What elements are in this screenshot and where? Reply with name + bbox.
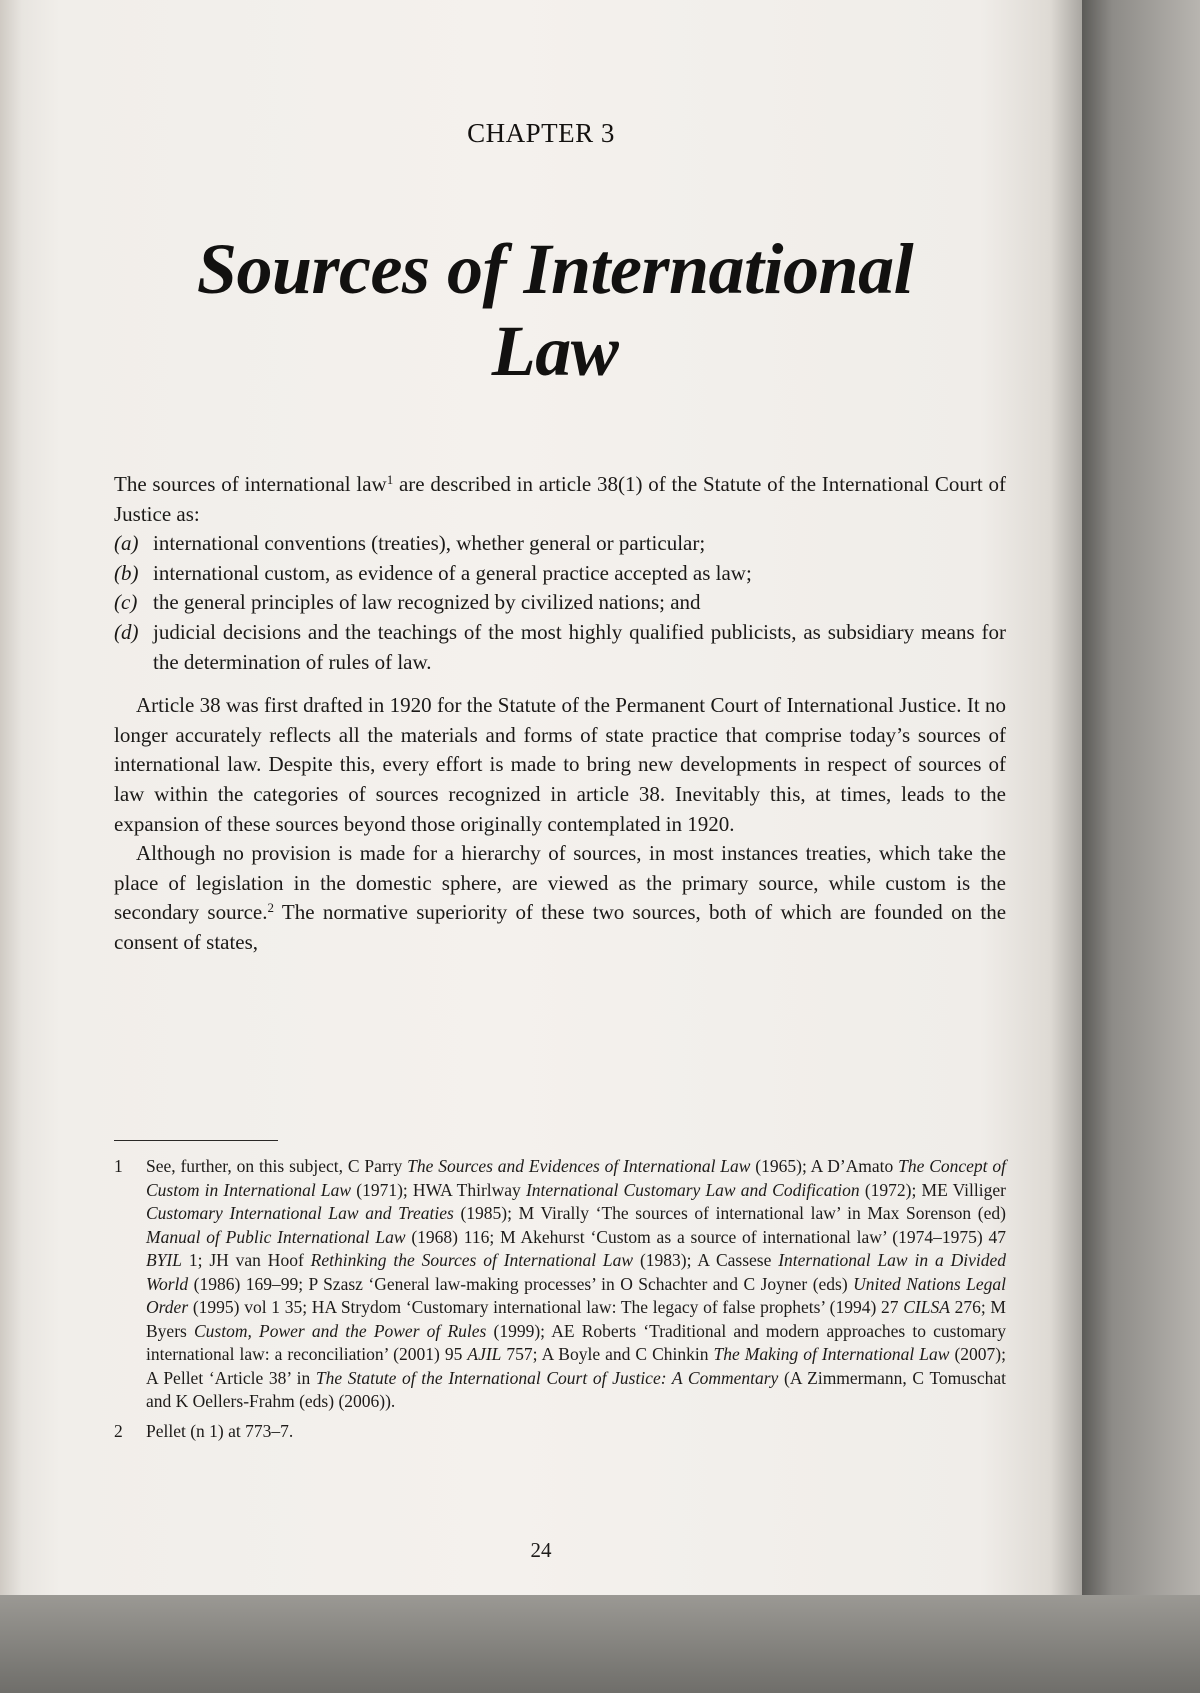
footnote-number: 1 [114, 1156, 123, 1176]
footnote-text-run: (1983); A Cassese [633, 1250, 779, 1270]
footnote-citation-title: Manual of Public International Law [146, 1226, 406, 1247]
footnote-text-run: (2007); A Pellet ‘Article 38’ in [146, 1344, 1006, 1388]
footnote-citation-title: AJIL [467, 1344, 502, 1364]
footnote-text-run: Pellet (n 1) at 773–7. [146, 1420, 294, 1441]
footnote-citation-title: Rethinking the Sources of International Law [310, 1250, 634, 1270]
footnotes [114, 1155, 1006, 1449]
list-marker: (a) [114, 531, 139, 556]
adjacent-page-edge [1082, 0, 1200, 1693]
list-marker: (d) [114, 619, 139, 644]
page-number: 24 [530, 1538, 552, 1562]
intro-paragraph [114, 470, 1006, 529]
footnote-text-run: See, further, on this subject, C Parry [146, 1156, 408, 1176]
list-item [114, 588, 1006, 618]
footnote-citation-title: The Statute of the International Court of Justice: A Commentary [315, 1367, 779, 1388]
footnote-citation-title: Customary International Law and Treaties [146, 1203, 454, 1223]
sources-list [114, 529, 1006, 677]
footnote-citation-title: The Concept of Custom in International Law [146, 1156, 1006, 1200]
footnote-text [146, 1421, 293, 1441]
chapter-title: Sources of International Law [196, 229, 914, 391]
footnote-ref-1[interactable]: 1 [386, 471, 394, 487]
footnote-text-run: (1999); AE Roberts ‘Traditional and modern approaches to customary international law: a reconciliation’ (2001) 95 [146, 1320, 1007, 1364]
list-item-text: international conventions (treaties), whether general or particular; [153, 531, 706, 556]
footnote-text-run: 276; M Byers [146, 1297, 1006, 1341]
footnote-citation-title: International Law in a Divided World [146, 1250, 1006, 1294]
footnote-1 [114, 1155, 1006, 1414]
footnote-citation-title: CILSA [903, 1297, 950, 1317]
footnote-text-run: (1985); M Virally ‘The sources of international law’ in Max Sorenson (ed) [453, 1203, 1006, 1223]
footnote-number: 2 [114, 1420, 123, 1441]
footnote-citation-title: BYIL [146, 1250, 182, 1270]
paragraph-text-cont: The normative superiority of these two sources, both of which are founded on the consent of states, [114, 900, 1007, 954]
footnote-citation-title: The Sources and Evidences of International Law [407, 1156, 751, 1176]
body-text [114, 470, 1006, 958]
footnote-citation-title: Custom, Power and the Power of Rules [194, 1320, 487, 1341]
footnote-text-run: 757; A Boyle and C Chinkin [501, 1344, 714, 1364]
footnote-ref-2[interactable]: 2 [267, 900, 274, 916]
scan-bottom-shadow [0, 1595, 1200, 1693]
footnote-text [146, 1156, 1006, 1411]
footnote-text-run: (1965); A D’Amato [750, 1156, 899, 1176]
footnote-text-run: (1968) 116; M Akehurst ‘Custom as a source of international law’ (1974–1975) 47 [405, 1226, 1007, 1247]
intro-text-cont: are described in article 38(1) of the Statute of the International Court of Justice as: [114, 472, 1006, 526]
paragraph-hierarchy [114, 839, 1006, 957]
paragraph-text: Although no provision is made for a hierarchy of sources, in most instances treaties, which take the place of legislation in the domestic sphere, are viewed as the primary source, while custom is the secondary source. [114, 841, 1006, 925]
list-marker: (c) [114, 590, 138, 615]
list-item [114, 529, 1006, 559]
footnote-text-run: (A Zimmermann, C Tomuschat and K Oellers-Frahm (eds) (2006)). [146, 1367, 1006, 1411]
footnote-divider [114, 1140, 278, 1141]
list-item [114, 618, 1006, 677]
list-item-text: judicial decisions and the teachings of the most highly qualified publicists, as subsidiary means for the determination of rules of law. [153, 619, 1006, 674]
footnote-citation-title: International Customary Law and Codification [525, 1179, 860, 1200]
footnote-text-run: (1995) vol 1 35; HA Strydom ‘Customary international law: The legacy of false prophets’ (1994) 27 [188, 1297, 904, 1317]
list-marker: (b) [114, 560, 139, 585]
footnote-text-run: (1986) 169–99; P Szasz ‘General law-making processes’ in O Schachter and C Joyner (eds) [188, 1273, 854, 1294]
list-item [114, 559, 1006, 589]
paragraph-article-38: Article 38 was first drafted in 1920 for the Statute of the Permanent Court of International Justice. It no longer accurately reflects all the materials and forms of state practice that comprise today’s sources of international law. Despite this, every effort is made to bring new developments in respect of sources of law within the categories of sources recognized in article 38. Inevitably this, at times, leads to the expansion of these sources beyond those originally contemplated in 1920. [114, 693, 1006, 836]
footnote-text-run: (1971); HWA Thirlway [351, 1179, 526, 1200]
footnote-text-run: (1972); ME Villiger [859, 1179, 1006, 1200]
footnote-2 [114, 1420, 1006, 1444]
list-item-text: the general principles of law recognized by civilized nations; and [153, 590, 701, 615]
footnote-text-run: 1; JH van Hoof [181, 1250, 311, 1270]
list-item-text: international custom, as evidence of a general practice accepted as law; [153, 560, 752, 585]
chapter-label: CHAPTER 3 [467, 118, 615, 148]
intro-text: The sources of international law [114, 472, 387, 496]
footnote-citation-title: The Making of International Law [713, 1344, 950, 1364]
footnote-citation-title: United Nations Legal Order [146, 1273, 1006, 1317]
